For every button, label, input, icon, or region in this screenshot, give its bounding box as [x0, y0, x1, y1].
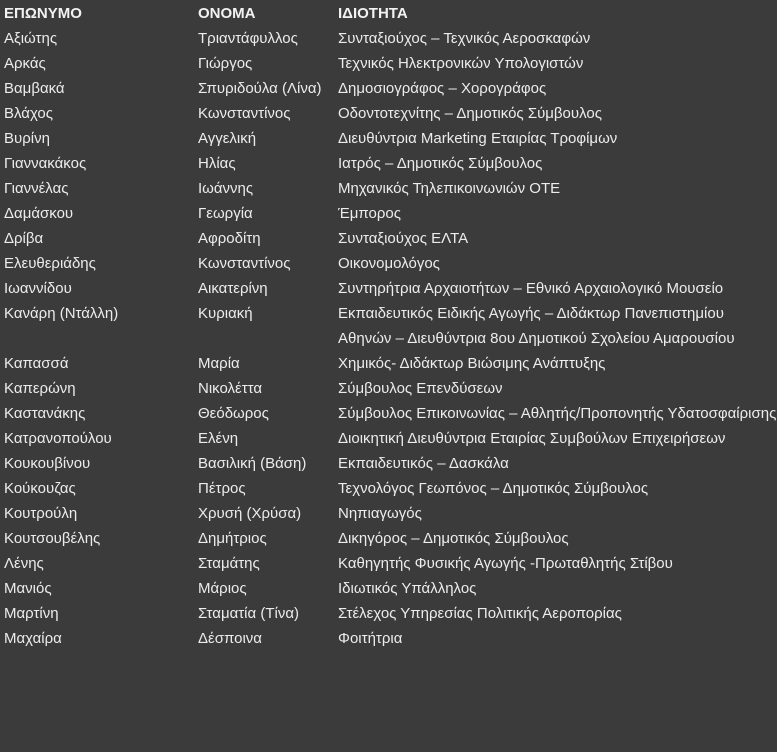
cell-surname: Δρίβα: [4, 230, 44, 247]
cell-name: Ηλίας: [198, 155, 236, 172]
table-row: [0, 426, 777, 451]
cell-profession: Διευθύντρια Marketing Εταιρίας Τροφίμων: [338, 130, 618, 147]
cell-profession: Συνταξιούχος ΕΛΤΑ: [338, 230, 469, 247]
cell-surname: Βλάχος: [4, 105, 53, 122]
cell-profession: Δικηγόρος – Δημοτικός Σύμβουλος: [338, 530, 569, 547]
table-row: [0, 476, 777, 501]
cell-profession: Φοιτήτρια: [338, 630, 403, 647]
cell-name: Δημήτριος: [198, 530, 267, 547]
cell-name: Θεόδωρος: [198, 405, 269, 422]
cell-surname: Ιωαννίδου: [4, 280, 72, 297]
table-row: [0, 626, 777, 651]
cell-profession: Ιατρός – Δημοτικός Σύμβουλος: [338, 155, 543, 172]
cell-profession: Σύμβουλος Επικοινωνίας – Αθλητής/Προπονητής Υδατοσφαίρισης: [338, 405, 777, 422]
table-row: [0, 451, 777, 476]
table-row: [0, 201, 777, 226]
cell-surname: Κανάρη (Ντάλλη): [4, 305, 119, 322]
cell-surname: Κουκουβίνου: [4, 455, 91, 472]
cell-name: Βασιλική (Βάση): [198, 455, 307, 472]
cell-profession: Ιδιωτικός Υπάλληλος: [338, 580, 477, 597]
cell-profession: Οικονομολόγος: [338, 255, 440, 272]
cell-surname: Δαμάσκου: [4, 205, 74, 222]
table-row: [0, 51, 777, 76]
cell-surname: Κουτσουβέλης: [4, 530, 101, 547]
cell-surname: Κατρανοπούλου: [4, 430, 112, 447]
cell-name: Σταμάτης: [198, 555, 260, 572]
header-surname: ΕΠΩΝΥΜΟ: [4, 5, 82, 22]
cell-surname: Κουτρούλη: [4, 505, 78, 522]
cell-profession: Συνταξιούχος – Τεχνικός Αεροσκαφών: [338, 30, 591, 47]
cell-surname: Γιαννακάκος: [4, 155, 87, 172]
cell-name: Δέσποινα: [198, 630, 262, 647]
cell-surname: Αρκάς: [4, 55, 46, 72]
cell-name: Κωνσταντίνος: [198, 255, 291, 272]
cell-profession: Χημικός- Διδάκτωρ Βιώσιμης Ανάπτυξης: [338, 355, 606, 372]
table-row: [0, 26, 777, 51]
cell-surname: Μανιός: [4, 580, 52, 597]
cell-profession: Καθηγητής Φυσικής Αγωγής -Πρωταθλητής Στίβου: [338, 555, 673, 572]
cell-surname: Γιαννέλας: [4, 180, 69, 197]
cell-surname: Κούκουζας: [4, 480, 76, 497]
cell-profession: Τεχνολόγος Γεωπόνος – Δημοτικός Σύμβουλος: [338, 480, 649, 497]
cell-name: Μαρία: [198, 355, 240, 372]
header-row: [0, 0, 777, 26]
cell-profession: Τεχνικός Ηλεκτρονικών Υπολογιστών: [338, 55, 584, 72]
cell-profession: Σύμβουλος Επενδύσεων: [338, 380, 503, 397]
cell-profession: Συντηρήτρια Αρχαιοτήτων – Εθνικό Αρχαιολογικό Μουσείο: [338, 280, 724, 297]
table-row: [0, 601, 777, 626]
table-row: [0, 176, 777, 201]
table-row: [0, 351, 777, 376]
cell-surname: Βυρίνη: [4, 130, 50, 147]
cell-name: Κωνσταντίνος: [198, 105, 291, 122]
table-row: [0, 526, 777, 551]
table-row: [0, 151, 777, 176]
cell-profession: Στέλεχος Υπηρεσίας Πολιτικής Αεροπορίας: [338, 605, 622, 622]
cell-name: Πέτρος: [198, 480, 246, 497]
cell-profession: Οδοντοτεχνίτης – Δημοτικός Σύμβουλος: [338, 105, 602, 122]
cell-name: Ελένη: [198, 430, 239, 447]
table-row: [0, 401, 777, 426]
cell-profession: Διοικητική Διευθύντρια Εταιρίας Συμβούλων Επιχειρήσεων: [338, 430, 726, 447]
cell-surname: Λένης: [4, 555, 44, 572]
table-row: [0, 251, 777, 276]
cell-surname: Μαχαίρα: [4, 630, 62, 647]
cell-name: Σταματία (Τίνα): [198, 605, 300, 622]
table-row: [0, 551, 777, 576]
cell-name: Κυριακή: [198, 305, 253, 322]
table-row: [0, 101, 777, 126]
cell-surname: Καστανάκης: [4, 405, 86, 422]
header-profession: ΙΔΙΟΤΗΤΑ: [338, 5, 408, 22]
cell-surname: Αξιώτης: [4, 30, 58, 47]
table-row: [0, 376, 777, 401]
cell-name: Αικατερίνη: [198, 280, 268, 297]
table-row: [0, 126, 777, 151]
table-row: [0, 576, 777, 601]
header-name: ΟΝΟΜΑ: [198, 5, 256, 22]
cell-name: Αγγελική: [198, 130, 257, 147]
cell-profession: Δημοσιογράφος – Χορογράφος: [338, 80, 547, 97]
cell-name: Νικολέττα: [198, 380, 263, 397]
cell-name: Ιωάννης: [198, 180, 254, 197]
cell-surname: Βαμβακά: [4, 80, 65, 97]
cell-name: Σπυριδούλα (Λίνα): [198, 80, 322, 97]
table-row: [0, 276, 777, 301]
cell-surname: Ελευθεριάδης: [4, 255, 96, 272]
table-row: [0, 226, 777, 251]
cell-profession: Νηπιαγωγός: [338, 505, 422, 522]
cell-name: Μάριος: [198, 580, 247, 597]
table-row: [0, 501, 777, 526]
cell-name: Γεωργία: [198, 205, 253, 222]
cell-name: Χρυσή (Χρύσα): [198, 505, 302, 522]
cell-profession: Εκπαιδευτικός Ειδικής Αγωγής – Διδάκτωρ Πανεπιστημίου Αθηνών – Διευθύντρια 8ου Δημοτικού Σχολείου Αμαρουσίου: [338, 305, 735, 347]
cell-name: Αφροδίτη: [198, 230, 261, 247]
table-row: [0, 301, 777, 351]
cell-name: Τριαντάφυλλος: [198, 30, 298, 47]
cell-profession: Μηχανικός Τηλεπικοινωνιών ΟΤΕ: [338, 180, 561, 197]
cell-surname: Καπασσά: [4, 355, 69, 372]
cell-name: Γιώργος: [198, 55, 253, 72]
cell-profession: Εκπαιδευτικός – Δασκάλα: [338, 455, 509, 472]
table-row: [0, 76, 777, 101]
cell-surname: Μαρτίνη: [4, 605, 59, 622]
cell-profession: Έμπορος: [338, 205, 401, 222]
cell-surname: Καπερώνη: [4, 380, 76, 397]
